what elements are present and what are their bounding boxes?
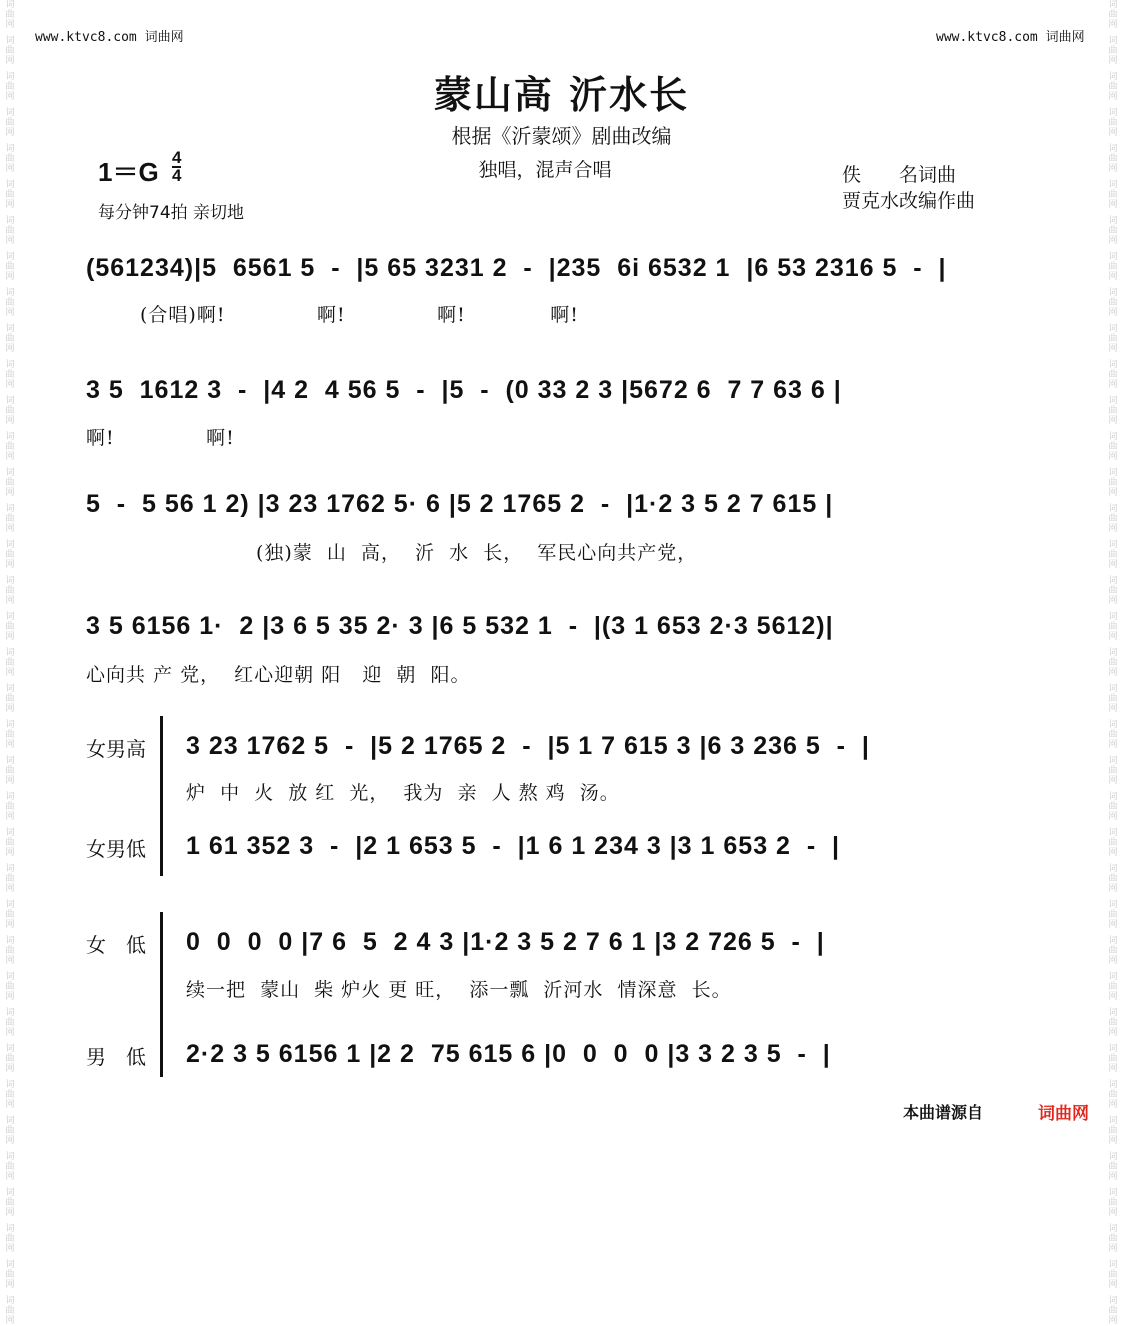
watermark-text: 词 曲 网 [1108, 864, 1118, 894]
site-link-left[interactable]: www.ktvc8.com 词曲网 [35, 30, 184, 45]
key-signature: 1＝G [98, 157, 159, 187]
watermark-text: 词 曲 网 [1108, 1152, 1118, 1182]
part-label-high: 女男高 [86, 737, 146, 761]
watermark-text: 词 曲 网 [5, 180, 15, 210]
lyrics-line-5: 炉 中 火 放 红 光， 我为 亲 人 熬 鸡 汤。 [186, 782, 620, 804]
watermark-text: 词 曲 网 [5, 828, 15, 858]
notation-line-8: 2·2 3 5 6156 1 |2 2 75 615 6 |0 0 0 0 |3 3 2 3 5 - | [186, 1040, 831, 1068]
watermark-text: 词 曲 网 [1108, 612, 1118, 642]
notation-line-5: 3 23 1762 5 - |5 2 1765 2 - |5 1 7 615 3 |6 3 236 5 - | [186, 732, 870, 760]
time-signature [172, 150, 181, 184]
watermark-text: 词 曲 网 [5, 288, 15, 318]
watermark-text: 词 曲 网 [1108, 288, 1118, 318]
song-subtitle: 根据《沂蒙颂》剧曲改编 [451, 124, 672, 148]
watermark-text: 词 曲 网 [1108, 540, 1118, 570]
watermark-text: 词 曲 网 [1108, 684, 1118, 714]
watermark-text: 词 曲 网 [1108, 1260, 1118, 1290]
lyricist-credit: 佚 名词曲 [842, 164, 957, 186]
watermark-text: 词 曲 网 [1108, 72, 1118, 102]
watermark-text: 词 曲 网 [1108, 324, 1118, 354]
watermark-text: 词 曲 网 [5, 1152, 15, 1182]
time-signature-top: 4 [172, 148, 182, 167]
watermark-text: 词 曲 网 [1108, 360, 1118, 390]
watermark-text: 词 曲 网 [1108, 936, 1118, 966]
watermark-text: 词 曲 网 [5, 1116, 15, 1146]
notation-line-7: 0 0 0 0 |7 6 5 2 4 3 |1·2 3 5 2 7 6 1 |3 2 726 5 - | [186, 928, 825, 956]
part-label-female-low: 女 低 [86, 933, 146, 957]
tempo-marking: 每分钟74拍 亲切地 [98, 203, 245, 223]
notation-line-4: 3 5 6156 1· 2 |3 6 5 35 2· 3 |6 5 532 1 - |(3 1 653 2·3 5612)| [86, 612, 834, 640]
choir-bracket-2 [160, 912, 169, 1077]
watermark-text: 词 曲 网 [5, 1080, 15, 1110]
watermark-text: 词 曲 网 [5, 540, 15, 570]
lyrics-line-4: 心向共 产 党， 红心迎朝 阳 迎 朝 阳。 [86, 664, 471, 686]
watermark-text: 词 曲 网 [1108, 576, 1118, 606]
watermark-text: 词 曲 网 [1108, 756, 1118, 786]
watermark-text: 词 曲 网 [5, 612, 15, 642]
watermark-text: 词 曲 网 [5, 1260, 15, 1290]
watermark-text: 词 曲 网 [5, 1296, 15, 1326]
watermark-text: 词 曲 网 [5, 684, 15, 714]
watermark-text: 词 曲 网 [5, 792, 15, 822]
watermark-text: 词 曲 网 [1108, 504, 1118, 534]
watermark-text: 词 曲 网 [1108, 1008, 1118, 1038]
watermark-text: 词 曲 网 [1108, 432, 1118, 462]
arranger-credit: 贾克水改编作曲 [842, 190, 976, 212]
lyrics-line-2: 啊! 啊! [86, 427, 235, 449]
watermark-text: 词 曲 网 [5, 972, 15, 1002]
watermark-text: 词 曲 网 [1108, 396, 1118, 426]
watermark-text: 词 曲 网 [5, 144, 15, 174]
watermark-text: 词 曲 网 [1108, 144, 1118, 174]
watermark-text: 词 曲 网 [5, 864, 15, 894]
notation-line-6: 1 61 352 3 - |2 1 653 5 - |1 6 1 234 3 |3 1 653 2 - | [186, 832, 841, 860]
part-label-low: 女男低 [86, 837, 146, 861]
watermark-text: 词 曲 网 [1108, 0, 1118, 30]
watermark-text: 词 曲 网 [5, 900, 15, 930]
notation-line-3: 5 - 5 56 1 2) |3 23 1762 5· 6 |5 2 1765 2 - |1·2 3 5 2 7 615 | [86, 490, 834, 518]
part-label-male-low: 男 低 [86, 1045, 146, 1069]
watermark-text: 词 曲 网 [1108, 720, 1118, 750]
watermark-text: 词 曲 网 [5, 504, 15, 534]
watermark-text: 词 曲 网 [1108, 1224, 1118, 1254]
watermark-text: 词 曲 网 [5, 468, 15, 498]
site-logo[interactable]: 词曲网 [1038, 1104, 1089, 1124]
watermark-text: 词 曲 网 [1108, 216, 1118, 246]
watermark-text: 词 曲 网 [1108, 252, 1118, 282]
watermark-text: 词 曲 网 [1108, 972, 1118, 1002]
watermark-text: 词 曲 网 [5, 360, 15, 390]
watermark-text: 词 曲 网 [5, 252, 15, 282]
source-note: 本曲谱源自 [902, 1103, 983, 1122]
notation-line-1: (561234)|5 6561 5 - |5 65 3231 2 - |235 6i 6532 1 |6 53 2316 5 - | [86, 254, 947, 282]
watermark-text: 词 曲 网 [5, 936, 15, 966]
lyrics-line-7: 续一把 蒙山 柴 炉火 更 旺， 添一瓢 沂河水 情深意 长。 [186, 979, 732, 1001]
site-link-right[interactable]: www.ktvc8.com 词曲网 [936, 30, 1085, 45]
watermark-text: 词 曲 网 [1108, 828, 1118, 858]
watermark-text: 词 曲 网 [5, 396, 15, 426]
watermark-text: 词 曲 网 [5, 216, 15, 246]
watermark-text: 词 曲 网 [5, 1188, 15, 1218]
watermark-text: 词 曲 网 [1108, 1044, 1118, 1074]
watermark-text: 词 曲 网 [5, 648, 15, 678]
watermark-text: 词 曲 网 [5, 36, 15, 66]
watermark-text: 词 曲 网 [5, 1008, 15, 1038]
watermark-text: 词 曲 网 [5, 324, 15, 354]
watermark-text: 词 曲 网 [5, 432, 15, 462]
watermark-text: 词 曲 网 [1108, 36, 1118, 66]
watermark-text: 词 曲 网 [5, 1224, 15, 1254]
watermark-text: 词 曲 网 [1108, 180, 1118, 210]
watermark-text: 词 曲 网 [5, 108, 15, 138]
watermark-text: 词 曲 网 [1108, 1080, 1118, 1110]
lyrics-line-3: (独)蒙 山 高， 沂 水 长， 军民心向共产党， [256, 542, 698, 564]
watermark-text: 词 曲 网 [1108, 1116, 1118, 1146]
watermark-text: 词 曲 网 [1108, 468, 1118, 498]
time-signature-bottom: 4 [172, 166, 182, 185]
watermark-text: 词 曲 网 [5, 576, 15, 606]
song-title: 蒙山高 沂水长 [433, 72, 690, 117]
watermark-text: 词 曲 网 [5, 1044, 15, 1074]
choir-bracket-1 [160, 716, 169, 876]
performance-form: 独唱，混声合唱 [478, 159, 612, 181]
lyrics-line-1: (合唱)啊! 啊! 啊! 啊! [140, 304, 579, 326]
watermark-text: 词 曲 网 [5, 72, 15, 102]
watermark-text: 词 曲 网 [5, 756, 15, 786]
watermark-text: 词 曲 网 [5, 0, 15, 30]
watermark-text: 词 曲 网 [1108, 1296, 1118, 1326]
watermark-text: 词 曲 网 [1108, 1188, 1118, 1218]
watermark-text: 词 曲 网 [1108, 792, 1118, 822]
notation-line-2: 3 5 1612 3 - |4 2 4 56 5 - |5 - (0 33 2 3 |5672 6 7 7 63 6 | [86, 376, 842, 404]
watermark-text: 词 曲 网 [5, 720, 15, 750]
watermark-text: 词 曲 网 [1108, 900, 1118, 930]
watermark-text: 词 曲 网 [1108, 648, 1118, 678]
watermark-text: 词 曲 网 [1108, 108, 1118, 138]
watermark-strip-right [1106, 0, 1120, 1326]
